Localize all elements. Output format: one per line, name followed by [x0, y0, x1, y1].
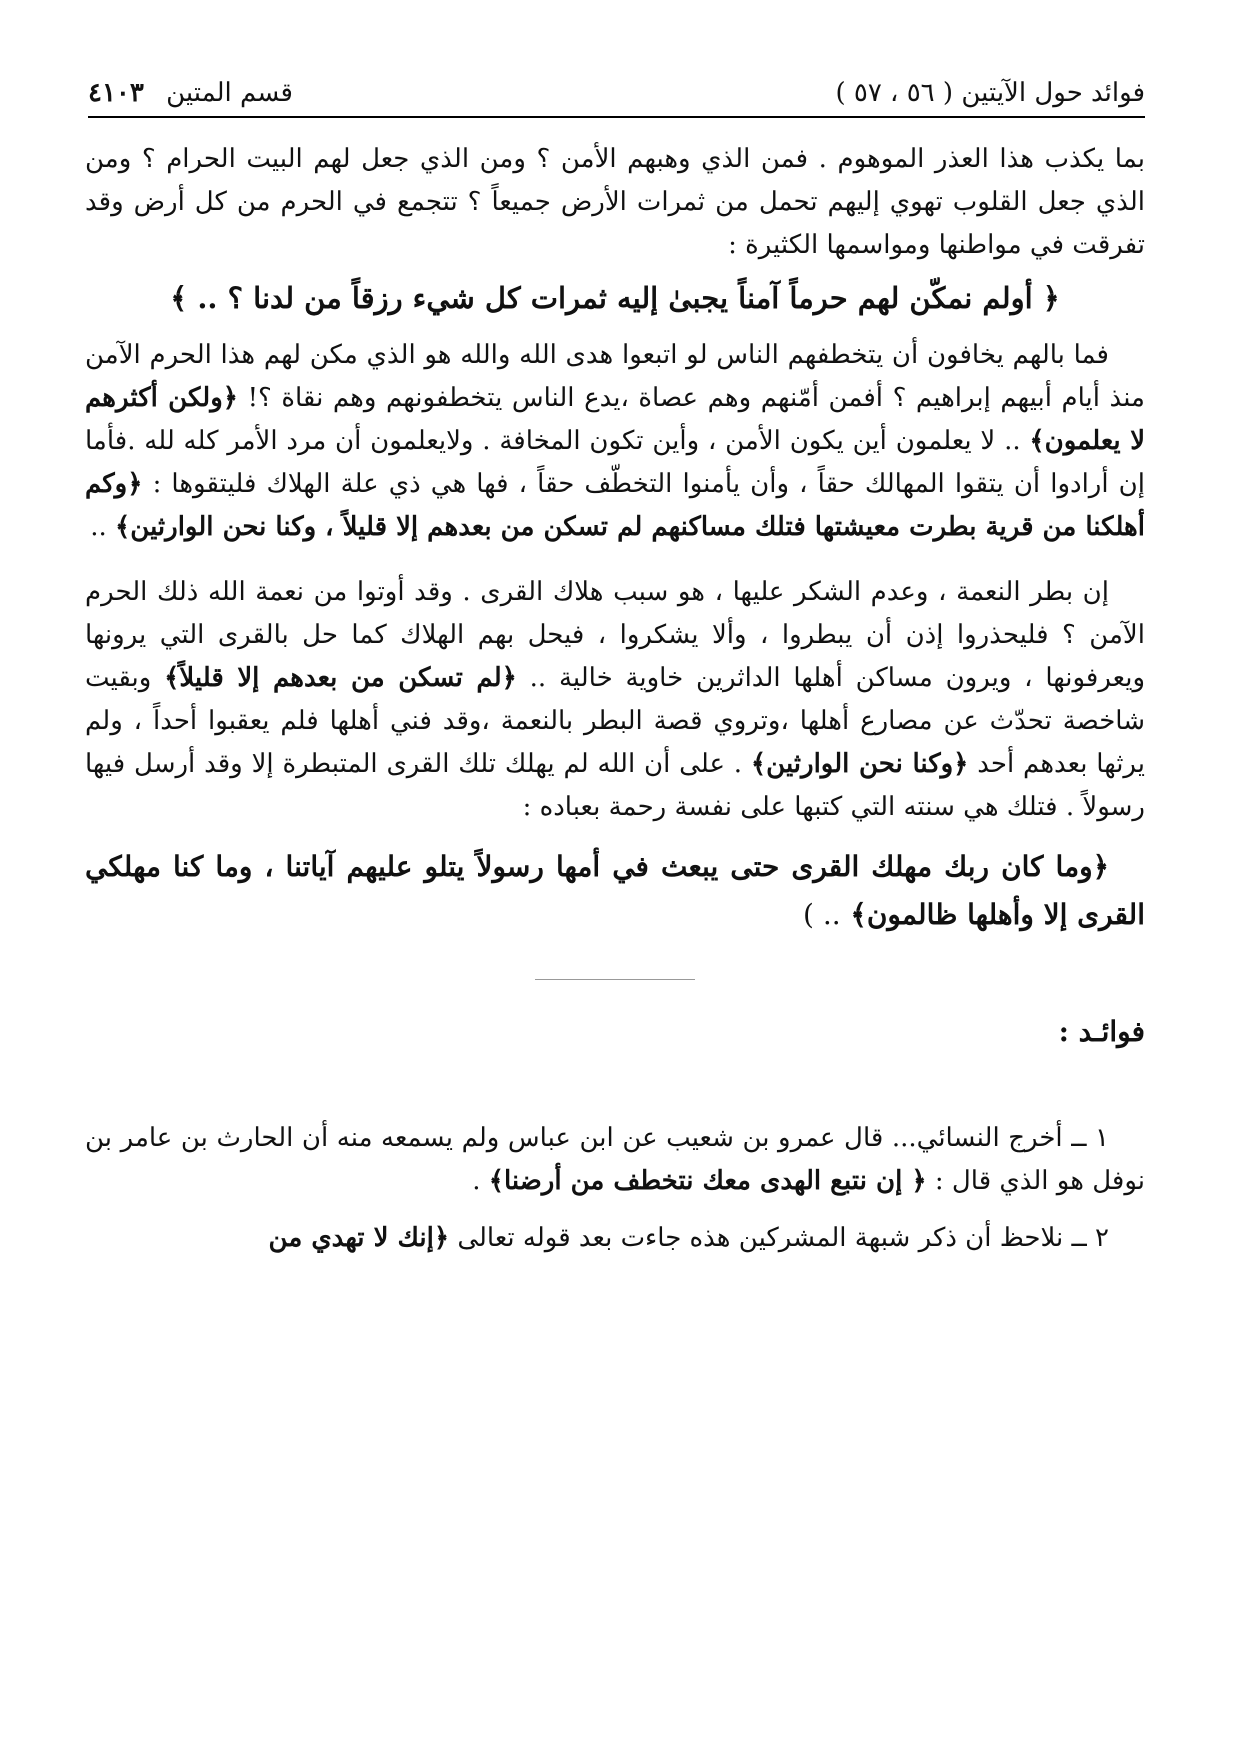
quran-quote-2d: ﴿وكم أهلكنا من قرية بطرت معيشتها فتلك مساكنهم لم تسكن من بعدهم إلا قليلاً ، وكنا نحن الوارثين﴾ [85, 469, 1145, 542]
paragraph-1: بما يكذب هذا العذر الموهوم . فمن الذي وهبهم الأمن ؟ ومن الذي جعل لهم البيت الحرام ؟ ومن الذي جعل القلوب تهوي إليهم تحمل من ثمرات الأرض جميعاً ؟ تتجمع في الحرم من كل أرض وقد تفرقت في مواطنها ومواسمها الكثيرة : [85, 144, 1145, 260]
benefit-2-text-a: ٢ ــ نلاحظ أن ذكر شبهة المشركين هذه جاءت بعد قوله تعالى [457, 1223, 1109, 1253]
benefit-2 [85, 1217, 1145, 1260]
section-name: قسم المتين [166, 78, 293, 108]
quran-verse-2-end: .. ) [803, 898, 841, 931]
benefit-1-quote: ﴿ إن نتبع الهدى معك نتخطف من أرضنا﴾ [488, 1166, 927, 1196]
fawaid-heading: فوائـد : [1058, 1015, 1145, 1048]
benefit-1-text-c: . [472, 1166, 481, 1196]
paragraph-2-text-a: فما بالهم يخافون أن يتخطفهم الناس لو اتبعوا هدى الله والله هو الذي مكن لهم هذا الحرم الآمن منذ أيام أبيهم إبراهيم ؟ أفمن أمّنهم وهم عصاة ،يدع الناس يتخطفونهم وهم نقاة ؟! [85, 340, 1145, 413]
paragraph-2-text-e: .. [90, 512, 107, 542]
paragraph-3-text-a: إن بطر النعمة ، وعدم الشكر عليها ، هو سبب هلاك القرى . وقد أوتوا من نعمة الله ذلك الحرم الآمن ؟ فليحذروا إذن أن يبطروا ، وألا يشكروا ، فيحل بهم الهلاك كما حل بالقرى التي يرونها ويعرفونها ، ويرون مساكن أهلها الداثرين خاوية خالية .. [85, 577, 1146, 693]
quran-verse-1: ﴿ أولم نمكّن لهم حرماً آمناً يجبىٰ إليه ثمرات كل شيء رزقاً من لدنا ؟ .. ﴾ [170, 281, 1060, 315]
running-header [88, 70, 1145, 118]
quran-verse-2 [85, 843, 1145, 939]
quran-quote-3d: ﴿وكنا نحن الوارثين﴾ [750, 749, 969, 779]
paragraph-2 [85, 334, 1145, 549]
spacer [85, 1203, 1145, 1217]
quran-quote-2b: ﴿ولكن أكثرهم لا يعلمون﴾ [85, 383, 1146, 456]
paragraph-3-text-c: وبقيت شاخصة تحدّث عن مصارع أهلها ،وتروي قصة البطر بالنعمة ،وقد فني أهلها فلم يعقبوا أحداً ، ولم يرثها بعدهم أحد [85, 663, 1146, 779]
spacer [85, 549, 1145, 571]
benefit-2-quote: ﴿إنك لا تهدي من [268, 1223, 450, 1253]
header-title: فوائد حول الآيتين ( ٥٦ ، ٥٧ ) [835, 78, 1145, 108]
benefit-1 [85, 1117, 1145, 1203]
benefit-1-text-a: ١ ــ أخرج النسائي... قال عمرو بن شعيب عن ابن عباس ولم يسمعه منه أن الحارث بن عامر بن نوفل هو الذي قال : [85, 1123, 1145, 1196]
body-text [85, 138, 1145, 1260]
paragraph-2-text-c: .. لا يعلمون أين يكون الأمن ، وأين تكون المخافة . ولايعلمون أن مرد الأمر كله لله .فأما إن أرادوا أن يتقوا المهالك حقاً ، وأن يأمنوا التخطّف حقاً ، فها هي ذي علة الهلاك فليتقوها : [85, 426, 1145, 499]
paragraph-3-text-e: . على أن الله لم يهلك تلك القرى المتبطرة إلا وقد أرسل فيها رسولاً . فتلك هي سنته التي كتبها على نفسة رحمة بعباده : [85, 749, 1145, 822]
spacer [85, 829, 1145, 843]
page-number: ٤١٠٣ [88, 78, 144, 108]
header-section [88, 78, 293, 108]
section-divider [535, 979, 695, 980]
paragraph-3 [85, 571, 1145, 829]
quran-verse-2-text: ﴿وما كان ربك مهلك القرى حتى يبعث في أمها رسولاً يتلو عليهم آياتنا ، وما كنا مهلكي القرى إلا وأهلها ظالمون﴾ [85, 850, 1145, 931]
quran-quote-3b: ﴿لم تسكن من بعدهم إلا قليلاً﴾ [164, 663, 517, 693]
